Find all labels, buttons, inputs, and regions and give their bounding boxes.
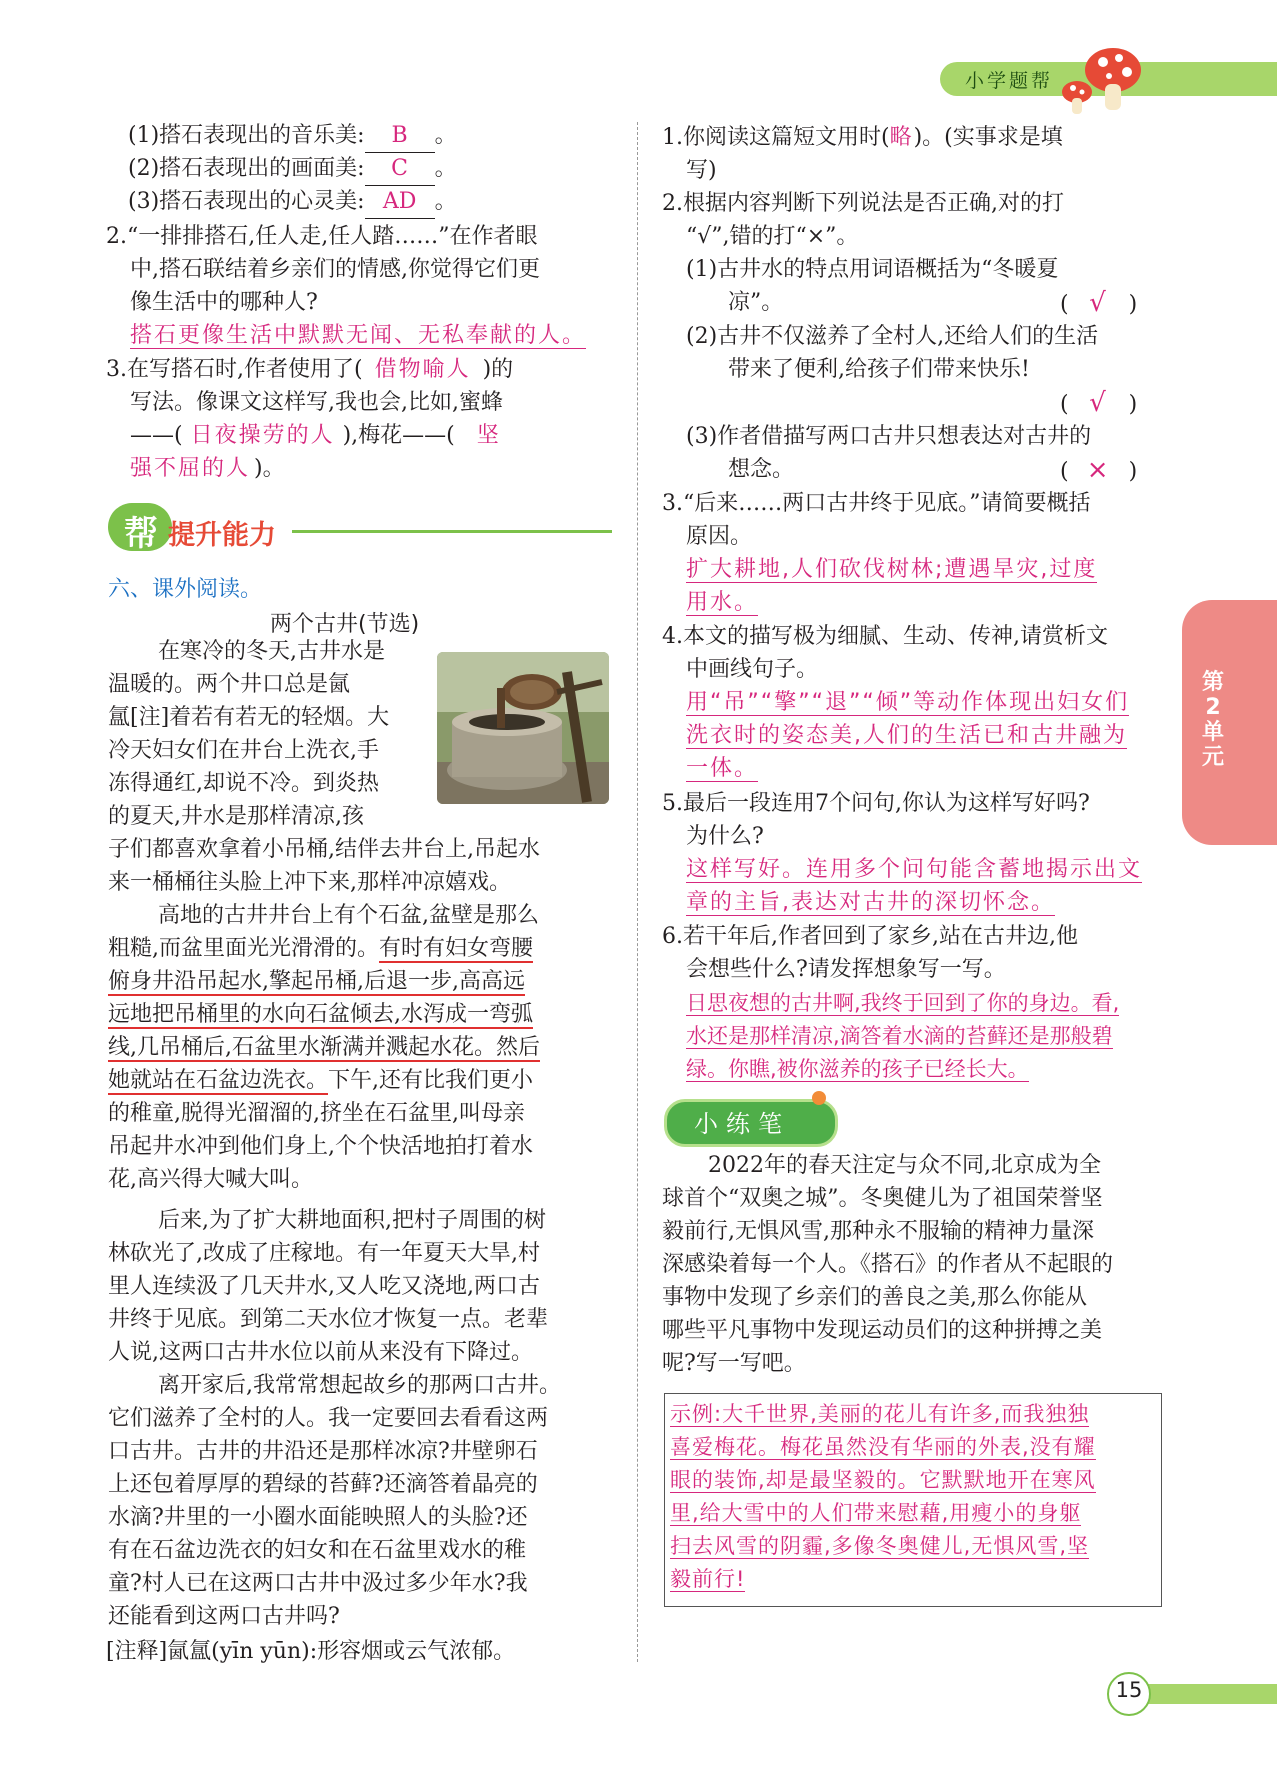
story-line-13: 线,几吊桶后,石盆里水渐满并溅起水花。然后: [108, 1035, 540, 1060]
practice-line-2: 球首个“双奥之城”。冬奥健儿为了祖国荣誉坚: [662, 1186, 1103, 1211]
story-line-28: 有在石盆边洗衣的妇女和在石盆里戏水的稚: [108, 1538, 527, 1563]
q3-answer-1: 借物喻人: [374, 357, 471, 382]
r5-line-1: 5.最后一段连用7个问句,你认为这样写好吗?: [662, 791, 1090, 816]
story-line-2: 温暖的。两个井口总是氤: [108, 672, 351, 697]
r1-line-1: 1.你阅读这篇短文用时(略)。(实事求是填: [662, 125, 1063, 150]
story-title: 两个古井(节选): [270, 612, 420, 637]
story-line-7: 子们都喜欢拿着小吊桶,结伴去井台上,吊起水: [108, 837, 540, 862]
story-line-12: 远地把吊桶里的水向石盆倾去,水泻成一弯弧: [108, 1002, 533, 1027]
r4-answer-2: 洗衣时的姿态美,人们的生活已和古井融为: [686, 723, 1127, 748]
q2-answer: 搭石更像生活中默默无闻、无私奉献的人。: [130, 323, 587, 348]
r2-item-2-line-1: (2)古井不仅滋养了全村人,还给人们的生活: [686, 324, 1099, 349]
r2-item-2-line-2: 带来了便利,给孩子们带来快乐!: [728, 357, 1030, 382]
q1-item-3: (3)搭石表现出的心灵美: AD 。: [128, 186, 457, 218]
r3-line-1: 3.“后来……两口古井终于见底。”请简要概括: [662, 491, 1091, 516]
practice-line-7: 呢?写一写吧。: [662, 1351, 806, 1376]
r2-item-3-line-1: (3)作者借描写两口古井只想表达对古井的: [686, 424, 1092, 449]
story-line-11: 俯身井沿吊起水,擎起吊桶,后退一步,高高远: [108, 969, 525, 994]
story-line-19: 林砍光了,改成了庄稼地。有一年夏天大旱,村: [108, 1241, 540, 1266]
r4-line-2: 中画线句子。: [686, 657, 819, 682]
story-line-9: 高地的古井井台上有个石盆,盆壁是那么: [158, 903, 539, 928]
reading-label: 六、课外阅读。: [108, 577, 263, 602]
story-line-10: 粗糙,而盆里面光光滑滑的。有时有妇女弯腰: [108, 936, 534, 961]
story-line-30: 还能看到这两口古井吗?: [108, 1604, 340, 1629]
r4-answer-3: 一体。: [686, 756, 759, 781]
r2-mark-2: ( √ ): [1060, 388, 1138, 418]
story-line-27: 水滴?井里的一小圈水面能映照人的头脸?还: [108, 1505, 528, 1530]
r3-answer-2: 用水。: [686, 590, 759, 615]
q3-answer-2: 日夜操劳的人: [190, 423, 335, 448]
q2-line-2: 中,搭石联结着乡亲们的情感,你觉得它们更: [130, 257, 540, 282]
story-line-5: 冻得通红,却说不冷。到炎热: [108, 771, 379, 796]
story-line-25: 口古井。古井的井沿还是那样冰凉?井壁卵石: [108, 1439, 538, 1464]
r6-answer-2: 水还是那样清凉,滴答着水滴的苔藓还是那般碧: [686, 1024, 1113, 1048]
q3-line-3: ——( 日夜操劳的人 ),梅花——( 坚: [130, 420, 501, 452]
story-line-16: 吊起井水冲到他们身上,个个快活地拍打着水: [108, 1134, 533, 1159]
header-title: 小学题帮: [965, 70, 1054, 92]
q1-answer-2: C: [365, 153, 435, 186]
r1-line-2: 写): [686, 158, 717, 183]
story-line-1: 在寒冷的冬天,古井水是: [158, 639, 385, 664]
r3-answer-1: 扩大耕地,人们砍伐树林;遭遇旱灾,过度: [686, 557, 1098, 582]
story-line-21: 井终于见底。到第二天水位才恢复一点。老辈: [108, 1307, 549, 1332]
q3-line-2: 写法。像课文这样写,我也会,比如,蜜蜂: [130, 390, 503, 415]
practice-answer-3: 眼的装饰,却是最坚毅的。它默默地开在寒风: [670, 1468, 1096, 1492]
story-line-3: 氲[注]着若有若无的轻烟。大: [108, 705, 390, 730]
r1-answer: 略: [889, 125, 914, 150]
q3-line-1: 3.在写搭石时,作者使用了( 借物喻人 )的: [106, 354, 513, 386]
practice-line-5: 事物中发现了乡亲们的善良之美,那么你能从: [662, 1285, 1087, 1310]
practice-answer-5: 扫去风雪的阴霾,多像冬奥健儿,无惧风雪,坚: [670, 1534, 1090, 1558]
practice-answer-4: 里,给大雪中的人们带来慰藉,用瘦小的身躯: [670, 1501, 1082, 1525]
r2-mark-3: ( × ): [1060, 455, 1138, 485]
footnote: [注释]氤氲(yīn yūn):形容烟或云气浓郁。: [106, 1639, 516, 1664]
underlined-sentence: 有时有妇女弯腰: [379, 936, 534, 961]
flower-icon: [808, 1087, 830, 1109]
r6-answer-1: 日思夜想的古井啊,我终于回到了你的身边。看,: [686, 991, 1120, 1015]
r5-answer-1: 这样写好。连用多个问句能含蓄地揭示出文: [686, 857, 1143, 882]
story-line-14: 她就站在石盆边洗衣。下午,还有比我们更小: [108, 1068, 534, 1093]
story-line-22: 人说,这两口古井水位以前从来没有下降过。: [108, 1340, 533, 1365]
r2-mark-1: ( √ ): [1060, 288, 1138, 318]
r6-line-1: 6.若干年后,作者回到了家乡,站在古井边,他: [662, 924, 1078, 949]
section-title: 提升能力: [168, 520, 276, 551]
story-line-18: 后来,为了扩大耕地面积,把村子周围的树: [158, 1208, 546, 1233]
story-line-4: 冷天妇女们在井台上洗衣,手: [108, 738, 379, 763]
r5-answer-2: 章的主旨,表达对古井的深切怀念。: [686, 890, 1055, 915]
q1-item-2: (2)搭石表现出的画面美: C 。: [128, 153, 457, 185]
r4-answer-1: 用“吊”“擎”“退”“倾”等动作体现出妇女们: [686, 690, 1130, 715]
r4-line-1: 4.本文的描写极为细腻、生动、传神,请赏析文: [662, 624, 1108, 649]
r2-item-3-line-2: 想念。: [728, 457, 795, 482]
practice-answer-6: 毅前行!: [670, 1567, 746, 1591]
practice-line-3: 毅前行,无惧风雪,那种永不服输的精神力量深: [662, 1219, 1094, 1244]
q1-item-1: (1)搭石表现出的音乐美: B 。: [128, 120, 457, 152]
column-divider: [637, 122, 638, 1662]
r2-item-1-line-2: 凉”。: [728, 290, 784, 315]
practice-answer-1: 示例:大千世界,美丽的花儿有许多,而我独独: [670, 1402, 1090, 1426]
r3-line-2: 原因。: [686, 524, 753, 549]
story-line-26: 上还包着厚厚的碧绿的苔藓?还滴答着晶亮的: [108, 1472, 538, 1497]
footer-band: [1130, 1684, 1277, 1704]
unit-tab-label: 第2单元: [1201, 670, 1224, 770]
story-line-29: 童?村人已在这两口古井中汲过多少年水?我: [108, 1571, 528, 1596]
q3-line-4: 强不屈的人 )。: [130, 456, 285, 481]
story-line-20: 里人连续汲了几天井水,又人吃又浇地,两口古: [108, 1274, 540, 1299]
practice-label: 小练笔: [694, 1110, 790, 1138]
r6-answer-3: 绿。你瞧,被你滋养的孩子已经长大。: [686, 1057, 1029, 1081]
r2-item-1-line-1: (1)古井水的特点用词语概括为“冬暖夏: [686, 257, 1059, 282]
page-number: 15: [1115, 1678, 1143, 1702]
q1-answer-1: B: [365, 120, 435, 153]
story-line-17: 花,高兴得大喊大叫。: [108, 1167, 313, 1192]
practice-line-1: 2022年的春天注定与众不同,北京成为全: [708, 1153, 1101, 1178]
practice-line-6: 哪些平凡事物中发现运动员们的这种拼搏之美: [662, 1318, 1103, 1343]
story-line-6: 的夏天,井水是那样清凉,孩: [108, 804, 364, 829]
section-badge-char: 帮: [124, 514, 158, 554]
story-line-15: 的稚童,脱得光溜溜的,挤坐在石盆里,叫母亲: [108, 1101, 525, 1126]
story-line-8: 来一桶桶往头脸上冲下来,那样冲凉嬉戏。: [108, 870, 511, 895]
r2-line-1: 2.根据内容判断下列说法是否正确,对的打: [662, 191, 1064, 216]
section-rule: [292, 530, 612, 533]
q2-line-1: 2.“一排排搭石,任人走,任人踏……”在作者眼: [106, 224, 538, 249]
practice-line-4: 深感染着每一个人。《搭石》的作者从不起眼的: [662, 1252, 1114, 1277]
well-photo: [437, 652, 609, 804]
practice-answer-2: 喜爱梅花。梅花虽然没有华丽的外表,没有耀: [670, 1435, 1096, 1459]
r6-line-2: 会想些什么?请发挥想象写一写。: [686, 957, 1006, 982]
q2-line-3: 像生活中的哪种人?: [130, 290, 318, 315]
q1-answer-3: AD: [365, 186, 435, 219]
mushroom-icon: [1055, 40, 1145, 120]
story-line-24: 它们滋养了全村的人。我一定要回去看看这两: [108, 1406, 549, 1431]
story-line-23: 离开家后,我常常想起故乡的那两口古井。: [158, 1373, 561, 1398]
r5-line-2: 为什么?: [686, 824, 764, 849]
r2-line-2: “√”,错的打“×”。: [686, 224, 859, 249]
unit-side-tab: [1182, 600, 1277, 845]
